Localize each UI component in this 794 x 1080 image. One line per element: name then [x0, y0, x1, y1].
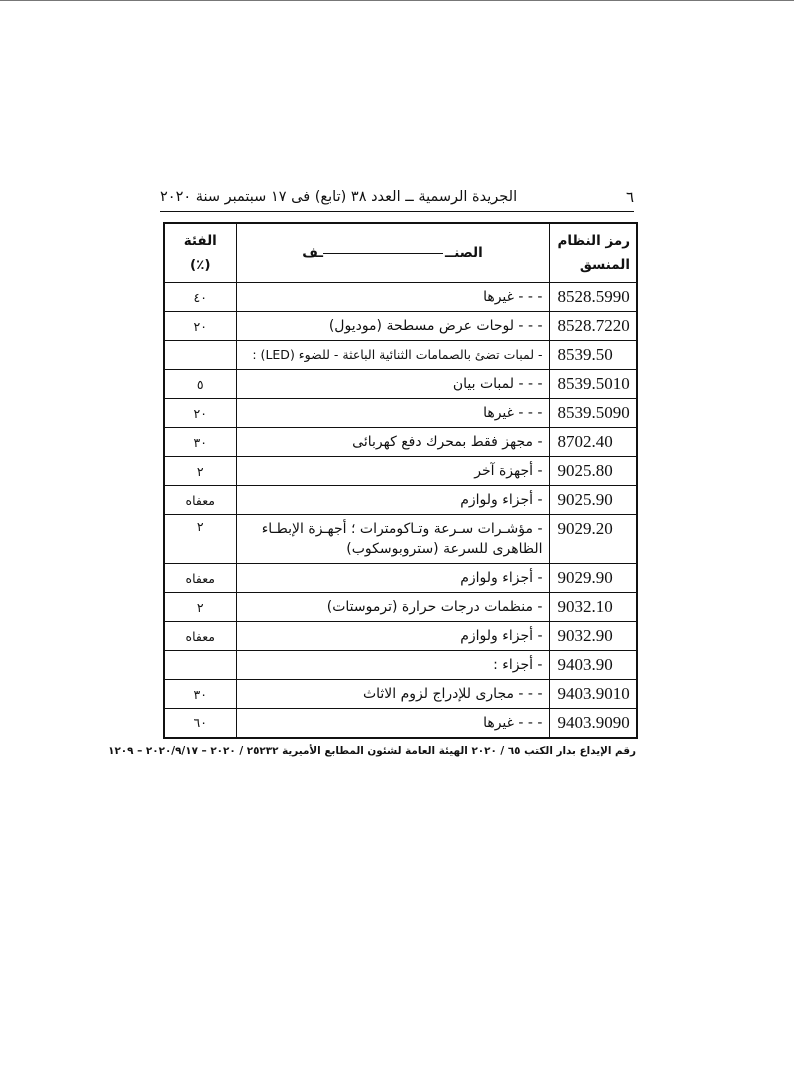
table-row [164, 312, 637, 341]
rate-cell: ٣٠ [164, 680, 236, 709]
table-row [164, 399, 637, 428]
rate-cell: ٥ [164, 370, 236, 399]
tariff-table [163, 222, 638, 739]
description-cell: - لمبات تضئ بالصمامات الثنائية الباعثة - للضوء (LED) : [236, 341, 549, 370]
description-cell: - أجزاء ولوازم [236, 622, 549, 651]
hs-code-cell: 9029.90 [549, 564, 637, 593]
hs-code-cell: 8702.40 [549, 428, 637, 457]
table-header-row [164, 223, 637, 283]
description-cell: - أجهزة آخر [236, 457, 549, 486]
description-cell: - منظمات درجات حرارة (ترموستات) [236, 593, 549, 622]
rate-cell: معفاه [164, 564, 236, 593]
top-rule [0, 0, 794, 1]
rate-cell [164, 651, 236, 680]
description-cell: - - - غيرها [236, 283, 549, 312]
hs-code-cell: 8528.5990 [549, 283, 637, 312]
hs-code-cell: 9403.9010 [549, 680, 637, 709]
description-cell: - - - لمبات بيان [236, 370, 549, 399]
page-header [160, 183, 634, 212]
description-cell: - - - مجارى للإدراج لزوم الاثاث [236, 680, 549, 709]
hs-code-cell: 9032.90 [549, 622, 637, 651]
description-cell: - أجزاء ولوازم [236, 486, 549, 515]
column-header-code [549, 223, 637, 283]
table-row [164, 341, 637, 370]
column-header-code-line2: المنسق [579, 257, 630, 273]
table-row [164, 593, 637, 622]
table-row [164, 515, 637, 564]
table-row [164, 370, 637, 399]
table-row [164, 486, 637, 515]
table-row [164, 651, 637, 680]
gazette-title: الجريدة الرسمية ــ العدد ٣٨ (تابع) فى ١٧ سبتمبر سنة ٢٠٢٠ [160, 189, 518, 205]
rate-cell: ٢ [164, 457, 236, 486]
rate-cell: معفاه [164, 622, 236, 651]
hs-code-cell: 9025.80 [549, 457, 637, 486]
hs-code-cell: 8539.5010 [549, 370, 637, 399]
column-header-description-end: ـف [302, 245, 323, 261]
table-row [164, 622, 637, 651]
rate-cell: ٢ [164, 515, 236, 564]
hs-code-cell: 9403.90 [549, 651, 637, 680]
description-cell: - مؤشـرات سـرعة وتـاكومترات ؛ أجهـزة الإبطـاء الظاهرى للسرعة (ستروبوسكوب) [236, 515, 549, 564]
column-header-rate [164, 223, 236, 283]
description-cell: - - - لوحات عرض مسطحة (موديول) [236, 312, 549, 341]
rate-cell: معفاه [164, 486, 236, 515]
rate-cell: ٦٠ [164, 709, 236, 738]
rate-cell: ٤٠ [164, 283, 236, 312]
rate-cell [164, 341, 236, 370]
description-cell: - - - غيرها [236, 399, 549, 428]
table-row [164, 680, 637, 709]
description-cell: - أجزاء : [236, 651, 549, 680]
hs-code-cell: 9403.9090 [549, 709, 637, 738]
description-cell: - أجزاء ولوازم [236, 564, 549, 593]
hs-code-cell: 9029.20 [549, 515, 637, 564]
table-row [164, 457, 637, 486]
header-kashida-line [323, 253, 443, 254]
legal-deposit-footer: رقم الإيداع بدار الكتب ٦٥ / ٢٠٢٠ الهيئة العامة لشئون المطابع الأميرية ٢٥٢٣٢ / ٢٠٢٠ – ٢٠٢٠/٩/١٧ – ١٢٠٩ [108, 745, 636, 757]
column-header-description-start: الصنــ [444, 245, 483, 261]
rate-cell: ٣٠ [164, 428, 236, 457]
column-header-code-line1: رمز النظام [557, 233, 630, 249]
table-body [164, 283, 637, 738]
column-header-rate-line1: الفئة [183, 233, 217, 249]
table-row [164, 564, 637, 593]
hs-code-cell: 8539.5090 [549, 399, 637, 428]
column-header-rate-line2: (٪) [189, 257, 211, 273]
hs-code-cell: 8539.50 [549, 341, 637, 370]
rate-cell: ٢٠ [164, 312, 236, 341]
description-cell: - مجهز فقط بمحرك دفع كهربائى [236, 428, 549, 457]
page-number: ٦ [625, 188, 634, 206]
hs-code-cell: 9025.90 [549, 486, 637, 515]
description-cell: - - - غيرها [236, 709, 549, 738]
rate-cell: ٢٠ [164, 399, 236, 428]
rate-cell: ٢ [164, 593, 236, 622]
column-header-description [236, 223, 549, 283]
table-row [164, 283, 637, 312]
table-row [164, 709, 637, 738]
hs-code-cell: 9032.10 [549, 593, 637, 622]
table-row [164, 428, 637, 457]
hs-code-cell: 8528.7220 [549, 312, 637, 341]
